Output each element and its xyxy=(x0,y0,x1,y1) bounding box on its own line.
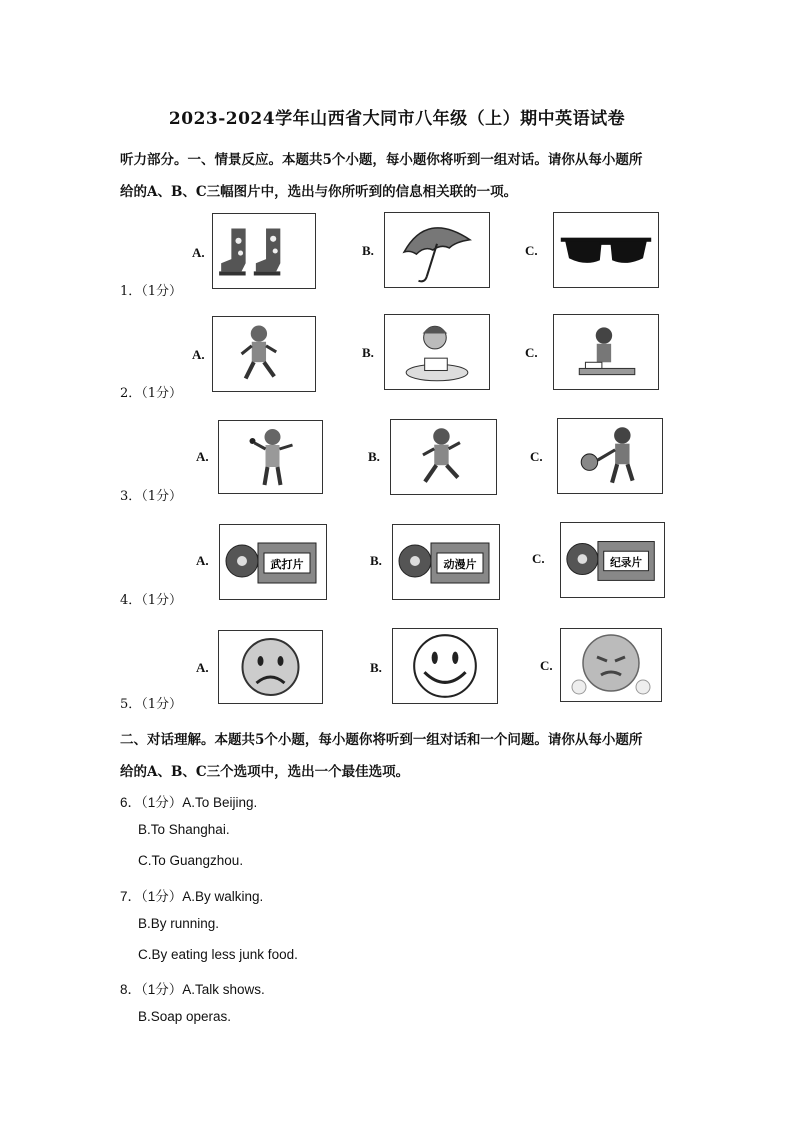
question-8-stem: 8．（1分）A.Talk shows. xyxy=(120,982,265,997)
q4-option-c-label: C. xyxy=(532,551,545,566)
q1-option-a-label: A. xyxy=(192,245,205,260)
sunglasses-icon[interactable] xyxy=(553,212,659,288)
section1-instruction-line2: 给的A、B、C三幅图片中，选出与你所听到的信息相关联的一项。 xyxy=(120,184,518,200)
question-6-option-c[interactable]: C.To Guangzhou. xyxy=(138,853,244,868)
q4-option-b-label: B. xyxy=(370,553,382,568)
boy-singing-icon[interactable] xyxy=(218,420,323,494)
girl-at-desk-icon[interactable] xyxy=(553,314,659,390)
film-caption-c: 纪录片 xyxy=(610,555,643,569)
question-7-option-b[interactable]: B.By running. xyxy=(138,916,220,931)
smiley-face-icon[interactable] xyxy=(392,628,498,704)
sad-face-icon[interactable] xyxy=(218,630,323,704)
q1-option-c-label: C. xyxy=(525,243,538,258)
section1-instruction-line1: 听力部分。一、情景反应。本题共5个小题，每小题你将听到一组对话。请你从每小题所 xyxy=(120,152,643,168)
q2-option-b-label: B. xyxy=(362,345,374,360)
boy-swimming-with-book-icon[interactable] xyxy=(384,314,490,390)
question-5-number: 5．（1分） xyxy=(120,697,183,712)
section2-instruction-line1: 二、对话理解。本题共5个小题，每小题你将听到一组对话和一个问题。请你从每小题所 xyxy=(120,732,643,748)
q3-option-b-label: B. xyxy=(368,449,380,464)
q3-option-c-label: C. xyxy=(530,449,543,464)
film-reel-icon[interactable] xyxy=(560,522,665,598)
q3-option-a-label: A. xyxy=(196,449,209,464)
question-6-option-b[interactable]: B.To Shanghai. xyxy=(138,822,230,837)
question-7-option-c[interactable]: C.By eating less junk food. xyxy=(138,947,298,962)
q2-option-c-label: C. xyxy=(525,345,538,360)
q1-option-b-label: B. xyxy=(362,243,374,258)
question-6-stem: 6．（1分）A.To Beijing. xyxy=(120,795,258,810)
film-reel-icon[interactable] xyxy=(392,524,500,600)
q5-option-a-label: A. xyxy=(196,660,209,675)
q4-option-a-label: A. xyxy=(196,553,209,568)
film-caption-a: 武打片 xyxy=(270,558,304,571)
rain-boots-icon[interactable] xyxy=(212,213,316,289)
section2-instruction-line2: 给的A、B、C三个选项中，选出一个最佳选项。 xyxy=(120,764,410,780)
page-title: 2023-2024学年山西省大同市八年级（上）期中英语试卷 xyxy=(168,109,626,129)
q2-option-a-label: A. xyxy=(192,347,205,362)
girl-basketball-icon[interactable] xyxy=(557,418,663,494)
question-2-number: 2．（1分） xyxy=(120,386,183,401)
boy-running-icon[interactable] xyxy=(390,419,497,495)
umbrella-icon[interactable] xyxy=(384,212,490,288)
angry-face-icon[interactable] xyxy=(560,628,662,702)
film-reel-icon[interactable] xyxy=(219,524,327,600)
question-1-number: 1．（1分） xyxy=(120,284,183,299)
question-4-number: 4．（1分） xyxy=(120,593,183,608)
question-7-stem: 7．（1分）A.By walking. xyxy=(120,889,264,904)
q5-option-b-label: B. xyxy=(370,660,382,675)
film-caption-b: 动漫片 xyxy=(443,558,477,571)
q5-option-c-label: C. xyxy=(540,658,553,673)
question-3-number: 3．（1分） xyxy=(120,489,183,504)
question-8-option-b[interactable]: B.Soap operas. xyxy=(138,1009,232,1024)
boy-running-icon[interactable] xyxy=(212,316,316,392)
